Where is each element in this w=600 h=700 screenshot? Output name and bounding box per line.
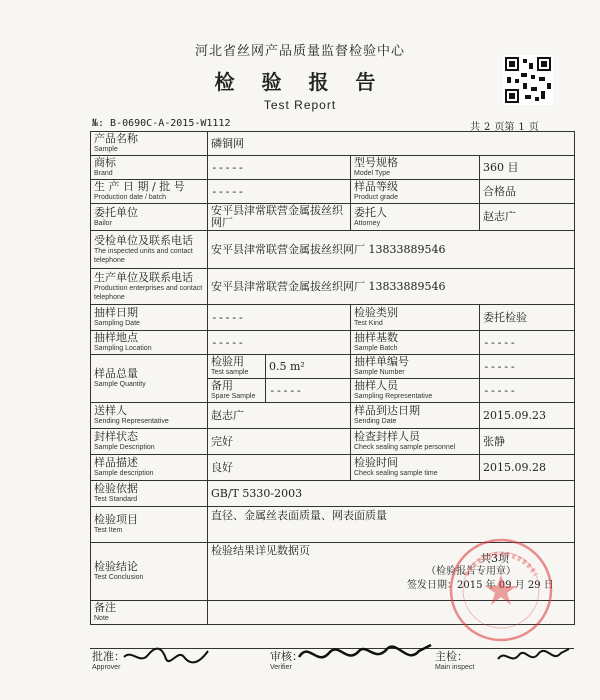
table-cell (208, 355, 266, 379)
model-value: 360 目 (480, 156, 575, 180)
field-label-cn: 检验用 (211, 355, 244, 368)
field-label-en: Sample description (94, 470, 154, 477)
field-label-cn: 抽样日期 (94, 306, 138, 319)
table-cell: ----- (480, 355, 575, 379)
field-label-en: Check sealing sample time (354, 470, 438, 477)
table-cell (91, 180, 208, 204)
field-label-en: Attorney (354, 219, 381, 227)
field-label-en: Sample Quantity (94, 381, 146, 388)
field-label-en: Sampling Date (94, 320, 140, 327)
table-cell (91, 305, 208, 331)
table-cell: 0.5 m² (266, 355, 351, 379)
field-label-cn: 批准： (92, 650, 125, 663)
table-row (91, 231, 575, 269)
table-row (91, 429, 575, 455)
table-cell: ----- (208, 331, 351, 355)
table-cell (351, 204, 480, 231)
table-cell (91, 601, 208, 625)
field-label-cn: 抽样人员 (354, 379, 398, 392)
field-label-en: Production date / batch (94, 194, 166, 201)
table-cell (91, 507, 208, 543)
field-label-cn: 备注 (94, 601, 116, 614)
field-label-cn: 抽样单编号 (354, 355, 409, 368)
table-cell (91, 355, 208, 403)
field-label-cn: 受检单位及联系电话 (94, 233, 193, 247)
field-label-en: Brand (94, 170, 113, 177)
table-row (91, 180, 575, 204)
field-label-cn: 检验类别 (354, 306, 398, 319)
field-label-en: Test Standard (94, 496, 138, 503)
field-label-en: Sampling Location (94, 345, 152, 352)
table-cell (91, 231, 208, 269)
table-cell: ----- (480, 331, 575, 355)
field-label-cn: 商标 (94, 156, 116, 169)
table-row (91, 331, 575, 355)
table-cell: 合格品 (480, 180, 575, 204)
field-label-cn: 样品到达日期 (354, 404, 420, 417)
field-label-en: Sample Batch (354, 345, 398, 352)
table-row (91, 269, 575, 305)
table-cell: 2015.09.28 (480, 455, 575, 481)
field-label-cn: 检验结论 (94, 560, 138, 573)
field-label-en: Test Kind (354, 320, 383, 327)
table-cell (351, 355, 480, 379)
field-label-en: Main inspect (435, 664, 475, 671)
field-label-cn: 封样状态 (94, 430, 138, 443)
field-label-en: Approver (92, 664, 121, 671)
field-label-cn: 样品等级 (354, 180, 398, 193)
table-row (91, 355, 575, 379)
table-cell (351, 331, 480, 355)
table-row (91, 481, 575, 507)
field-label-cn: 检验项目 (94, 513, 138, 526)
table-row (91, 403, 575, 429)
table-cell (91, 543, 208, 601)
field-label-en: Test sample (211, 369, 249, 376)
field-label-cn: 备用 (211, 379, 233, 392)
standard-value: GB/T 5330-2003 (208, 481, 575, 507)
table-row (91, 156, 575, 180)
qr-code-icon (503, 55, 553, 105)
field-label-en: Production enterprises and contact telephone (94, 284, 203, 301)
inspector-signature (495, 641, 571, 671)
sample-name-value: 磷铜网 (208, 132, 575, 156)
field-label-cn: 生 产 日 期 / 批 号 (94, 180, 185, 193)
field-label-en: Sending Date (354, 418, 397, 425)
official-seal-stamp (446, 535, 556, 645)
table-cell: ----- (480, 379, 575, 403)
field-label-cn: 样品总量 (94, 367, 138, 380)
table-cell (91, 331, 208, 355)
conclusion-value: 检验结果详见数据页 (211, 544, 310, 557)
field-label-en: Bailor (94, 219, 112, 227)
field-label-en: Spare Sample (211, 393, 256, 400)
table-cell: 2015.09.23 (480, 403, 575, 429)
table-cell (351, 455, 480, 481)
signature-row (90, 648, 574, 673)
field-label-en: Sample (94, 146, 118, 153)
field-label-en: The inspected units and contact telephone (94, 247, 193, 264)
field-label-en: Sending Representative (94, 418, 169, 425)
field-label-en: Verifier (270, 664, 292, 671)
table-cell: ----- (208, 156, 351, 180)
table-cell (351, 156, 480, 180)
table-cell (351, 403, 480, 429)
table-cell: 安平县津常联营金属拔丝织网厂 13833889546 (208, 269, 575, 305)
table-cell: 赵志广 (208, 403, 351, 429)
report-number: №: B-0690C-A-2015-W1112 (92, 118, 231, 129)
issue-date: 签发日期：2015 年 09 月 29 日 (407, 580, 554, 591)
table-cell: ----- (266, 379, 351, 403)
field-label-cn: 型号规格 (354, 156, 398, 169)
field-label-cn: 主检： (435, 650, 468, 663)
field-label-cn: 产品名称 (94, 132, 138, 145)
field-label-cn: 检验时间 (354, 456, 398, 469)
table-row (91, 132, 575, 156)
table-cell (351, 429, 480, 455)
table-cell (91, 481, 208, 507)
table-cell (351, 305, 480, 331)
page-indicator: 共 2 页第 1 页 (470, 122, 539, 133)
table-cell: ----- (208, 305, 351, 331)
stamp-note: （检验报告专用章） (426, 566, 516, 577)
bailor-value: 安平县津常联营金属拔丝织网厂 (208, 204, 351, 231)
table-cell: 张静 (480, 429, 575, 455)
table-cell (351, 180, 480, 204)
field-label-cn: 委托单位 (94, 205, 138, 219)
table-cell: 完好 (208, 429, 351, 455)
field-label-cn: 送样人 (94, 404, 127, 417)
table-cell (91, 204, 208, 231)
field-label-cn: 生产单位及联系电话 (94, 270, 193, 284)
field-label-cn: 检查封样人员 (354, 430, 420, 443)
table-row (91, 204, 575, 231)
verifier-signature (295, 637, 435, 673)
table-cell (91, 156, 208, 180)
table-cell (91, 455, 208, 481)
table-cell (91, 429, 208, 455)
field-label-cn: 审核： (270, 650, 303, 663)
field-label-en: Sample Description (94, 444, 155, 451)
field-label-en: Sample Number (354, 369, 405, 376)
table-cell: 赵志广 (480, 204, 575, 231)
field-label-cn: 样品描述 (94, 456, 138, 469)
field-label-en: Test Conclusion (94, 574, 144, 581)
table-cell: 委托检验 (480, 305, 575, 331)
table-cell (351, 379, 480, 403)
field-label-cn: 抽样基数 (354, 331, 398, 344)
table-cell: 安平县津常联营金属拔丝织网厂 13833889546 (208, 231, 575, 269)
institution-name: 河北省丝网产品质量监督检验中心 (194, 44, 405, 59)
report-title-en: Test Report (263, 98, 337, 112)
table-cell (91, 403, 208, 429)
field-label-en: Test Item (94, 527, 123, 534)
field-label-en: Sampling Representative (354, 393, 433, 400)
approver-signature (122, 643, 212, 673)
table-cell (91, 269, 208, 305)
item-count: 共3项 (480, 552, 509, 565)
field-label-en: Product grade (354, 194, 398, 201)
table-cell (91, 132, 208, 156)
field-label-cn: 抽样地点 (94, 331, 138, 344)
table-cell: 良好 (208, 455, 351, 481)
field-label-cn: 检验依据 (94, 482, 138, 495)
field-label-en: Note (94, 615, 109, 622)
test-item-value: 直径、金属丝表面质量、网表面质量 (211, 509, 387, 522)
table-cell: ----- (208, 180, 351, 204)
table-row (91, 455, 575, 481)
field-label-en: Model Type (354, 170, 391, 177)
field-label-cn: 委托人 (354, 205, 387, 219)
report-title-cn: 检 验 报 告 (214, 70, 386, 94)
table-row (91, 305, 575, 331)
field-label-en: Check sealing sample personnel (354, 444, 456, 451)
table-cell (208, 379, 266, 403)
